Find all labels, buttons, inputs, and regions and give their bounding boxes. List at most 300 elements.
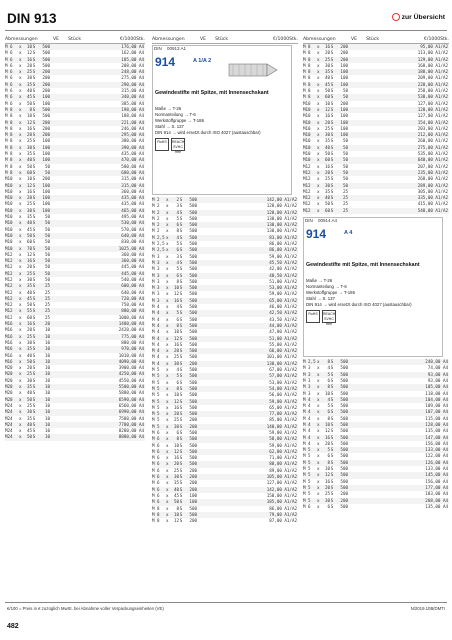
price-cell: 168,00 A1/A2 (417, 62, 448, 68)
unit-cell: S (330, 132, 334, 138)
unit-cell: S (330, 447, 334, 453)
size-cell: M16 (5, 333, 13, 339)
size-cell: M 6 (303, 503, 311, 509)
price-cell: 86,00 A1/A2 (269, 241, 297, 247)
pieces-cell: 100 (42, 157, 50, 163)
pieces-cell: 100 (189, 499, 197, 505)
unit-cell: S (32, 75, 36, 81)
price-cell: 101,00 A1/A2 (266, 354, 297, 360)
price-cell: 107,00 A4 (425, 409, 448, 415)
price-cell: 59,00 A1/A2 (269, 253, 297, 259)
pieces-cell: 100 (340, 125, 348, 131)
length-cell: 50 (26, 396, 32, 402)
pieces-cell: 500 (340, 478, 348, 484)
x-cell: x (166, 253, 169, 259)
pieces-cell: 200 (340, 44, 348, 49)
x-cell: x (317, 466, 320, 472)
price-cell: 248,00 A4 (121, 69, 144, 75)
unit-cell: S (330, 365, 334, 371)
size-cell: M 5 (303, 447, 311, 453)
spec-line: Maße → T-26 (306, 278, 333, 284)
x-cell: x (166, 209, 169, 215)
price-cell: 970,00 A4 (121, 346, 144, 352)
price-cell: 128,00 A4 (425, 421, 448, 427)
price-cell: 162,00 A4 (121, 50, 144, 56)
unit-cell: S (330, 409, 334, 415)
pieces-cell: 500 (189, 234, 197, 240)
unit-cell: S (179, 448, 183, 454)
pieces-cell: 10 (44, 421, 50, 427)
pieces-cell: 200 (42, 69, 50, 75)
length-cell: 6 (176, 222, 179, 228)
pieces-cell: 100 (42, 195, 50, 201)
size-cell: M 6 (152, 480, 160, 486)
unit-cell: S (179, 367, 183, 373)
pieces-cell: 10 (44, 409, 50, 415)
size-cell: M 8 (303, 88, 311, 94)
price-cell: 156,00 A4 (425, 440, 448, 446)
length-cell: 20 (26, 132, 32, 138)
spacer (197, 518, 211, 524)
size-cell: M10 (303, 157, 311, 163)
unit-cell: S (32, 308, 36, 314)
x-cell: x (166, 228, 169, 234)
pieces-cell: 500 (340, 440, 348, 446)
price-cell: 53,00 A1/A2 (269, 379, 297, 385)
rohs-badge: RoHS (306, 310, 320, 323)
pieces-cell: 100 (42, 138, 50, 144)
price-cell: 548,00 A1/A2 (417, 207, 448, 213)
unit-cell: S (179, 335, 183, 341)
unit-cell: S (32, 402, 36, 408)
length-cell: 40 (324, 195, 330, 201)
price-cell: 208,00 A4 (425, 497, 448, 503)
pieces-cell: 25 (342, 188, 348, 194)
length-cell: 30 (324, 132, 330, 138)
size-cell: M 8 (303, 69, 311, 75)
length-cell: 40 (173, 486, 179, 492)
price-cell: 275,00 A4 (121, 75, 144, 81)
length-cell: 5 (176, 215, 179, 221)
length-cell: 16 (26, 125, 32, 131)
price-cell: 530,00 A4 (121, 220, 144, 226)
pieces-cell: 50 (342, 169, 348, 175)
price-cell: 150,00 A1/A2 (266, 492, 297, 498)
price-cell: 7580,00 A4 (118, 415, 144, 421)
x-cell: x (317, 132, 320, 138)
unit-cell: S (179, 518, 183, 524)
size-cell: M 5 (152, 385, 160, 391)
unit-cell: S (330, 100, 334, 106)
price-cell: 880,00 A4 (121, 339, 144, 345)
pieces-cell: 50 (44, 258, 50, 264)
product-card-a1a2 (152, 45, 292, 195)
unit-cell: S (330, 69, 334, 75)
x-cell: x (166, 310, 169, 316)
x-cell: x (19, 182, 22, 188)
unit-cell: S (179, 329, 183, 335)
x-cell: x (317, 384, 320, 390)
x-cell: x (166, 404, 169, 410)
logo-icon (392, 13, 400, 21)
unit-cell: S (32, 44, 36, 49)
length-cell: 8 (176, 505, 179, 511)
length-cell: 50 (173, 499, 179, 505)
footer-divider (5, 602, 447, 603)
pieces-cell: 25 (44, 289, 50, 295)
x-cell: x (19, 377, 22, 383)
length-cell: 35 (26, 214, 32, 220)
length-cell: 20 (26, 62, 32, 68)
length-cell: 20 (173, 348, 179, 354)
length-cell: 35 (324, 69, 330, 75)
price-cell: 435,00 A4 (121, 151, 144, 157)
size-cell: M 2 (152, 209, 160, 215)
price-cell: 1000,00 A4 (118, 314, 144, 320)
unit-cell: S (330, 371, 334, 377)
price-cell: 177,00 A4 (425, 484, 448, 490)
unit-cell: S (330, 491, 334, 497)
size-cell: M 3 (152, 266, 160, 272)
pieces-cell: 100 (340, 81, 348, 87)
pieces-cell: 25 (342, 207, 348, 213)
size-cell: M 8 (5, 125, 13, 131)
length-cell: 50 (26, 358, 32, 364)
price-cell: 93,00 A4 (427, 377, 448, 383)
size-cell: M12 (5, 289, 13, 295)
price-cell: 315,00 A4 (121, 88, 144, 94)
x-cell: x (19, 75, 22, 81)
price-cell: 55,00 A1/A2 (269, 341, 297, 347)
size-cell: M 4 (303, 403, 311, 409)
unit-cell: S (179, 379, 183, 385)
unit-cell: S (330, 94, 334, 100)
price-cell: 640,00 A4 (121, 232, 144, 238)
price-cell: 8280,00 A4 (118, 428, 144, 434)
x-cell: x (317, 169, 320, 175)
length-cell: 50 (324, 88, 330, 94)
unit-cell: S (179, 316, 183, 322)
pieces-cell: 10 (44, 371, 50, 377)
x-cell: x (19, 390, 22, 396)
length-cell: 16 (26, 258, 32, 264)
size-cell: M16 (5, 352, 13, 358)
x-cell: x (19, 295, 22, 301)
pieces-cell: 200 (189, 486, 197, 492)
pieces-cell: 200 (42, 81, 50, 87)
length-cell: 12 (173, 398, 179, 404)
header-ve: VE (199, 37, 206, 42)
unit-cell: S (179, 247, 183, 253)
unit-cell: S (330, 50, 334, 56)
x-cell: x (19, 220, 22, 226)
price-cell: 59,00 A1/A2 (269, 442, 297, 448)
x-cell: x (19, 409, 22, 415)
price-cell: 93,00 A4 (427, 371, 448, 377)
size-cell: M10 (303, 106, 311, 112)
length-cell: 30 (26, 75, 32, 81)
pieces-cell: 500 (42, 50, 50, 56)
price-cell: 65,00 A1/A2 (269, 297, 297, 303)
pieces-cell: 500 (340, 359, 348, 365)
unit-cell: S (179, 492, 183, 498)
length-cell: 12 (173, 291, 179, 297)
pieces-cell: 500 (189, 297, 197, 303)
x-cell: x (317, 453, 320, 459)
reach-badge: REACH SVHC free (172, 140, 185, 154)
size-cell: M 2 (152, 222, 160, 228)
x-cell: x (317, 415, 320, 421)
unit-cell: S (179, 442, 183, 448)
unit-cell: S (32, 201, 36, 207)
length-cell: 16 (324, 113, 330, 119)
pieces-cell: 200 (189, 518, 197, 524)
price-cell: 127,00 A1/A2 (417, 113, 448, 119)
size-cell: M 4 (152, 354, 160, 360)
overview-link[interactable] (392, 13, 445, 21)
unit-cell: S (179, 203, 183, 209)
spec-line: Normanteilung → T-6 (306, 284, 347, 290)
pieces-cell: 200 (189, 467, 197, 473)
x-cell: x (166, 266, 169, 272)
length-cell: 12 (173, 448, 179, 454)
length-cell: 60 (26, 239, 32, 245)
x-cell: x (19, 214, 22, 220)
pieces-cell: 10 (44, 402, 50, 408)
pieces-cell: 25 (44, 302, 50, 308)
price-cell: 128,00 A1/A2 (266, 209, 297, 215)
pieces-cell: 100 (42, 182, 50, 188)
size-cell: M10 (5, 232, 13, 238)
size-cell: M 8 (5, 119, 13, 125)
pieces-cell: 10 (44, 384, 50, 390)
pieces-cell: 100 (340, 62, 348, 68)
size-cell: M12 (303, 182, 311, 188)
price-cell: 535,00 A1/A2 (417, 151, 448, 157)
pieces-cell: 25 (44, 283, 50, 289)
pieces-cell: 200 (42, 88, 50, 94)
size-cell: M 3 (303, 365, 311, 371)
x-cell: x (19, 106, 22, 112)
size-cell: M10 (5, 195, 13, 201)
length-cell: 16 (173, 455, 179, 461)
x-cell: x (19, 163, 22, 169)
x-cell: x (19, 333, 22, 339)
size-cell: M10 (5, 226, 13, 232)
x-cell: x (317, 62, 320, 68)
price-cell: 315,00 A4 (121, 182, 144, 188)
pieces-cell: 500 (42, 56, 50, 62)
unit-cell: S (179, 455, 183, 461)
unit-cell: S (32, 138, 36, 144)
price-cell: 79,00 A1/A2 (269, 511, 297, 517)
length-cell: 5 (176, 266, 179, 272)
size-cell: M16 (5, 358, 13, 364)
size-cell: M20 (5, 371, 13, 377)
x-cell: x (166, 511, 169, 517)
x-cell: x (166, 499, 169, 505)
unit-cell: S (32, 371, 36, 377)
unit-cell: S (32, 434, 36, 440)
unit-cell: S (330, 169, 334, 175)
price-cell: 360,00 A4 (121, 258, 144, 264)
size-cell: M 5 (152, 404, 160, 410)
unit-cell: S (330, 201, 334, 207)
size-cell: M 6 (5, 75, 13, 81)
size-cell: M 3 (152, 278, 160, 284)
x-cell: x (19, 434, 22, 440)
price-cell: 183,00 A4 (425, 491, 448, 497)
unit-cell: S (179, 354, 183, 360)
price-cell: 42,00 A1/A2 (269, 266, 297, 272)
x-cell: x (19, 94, 22, 100)
pieces-cell: 10 (44, 346, 50, 352)
price-cell: 720,00 A4 (121, 295, 144, 301)
length-cell: 4 (176, 259, 179, 265)
unit-cell: S (330, 484, 334, 490)
x-cell: x (166, 480, 169, 486)
pieces-cell: 500 (189, 291, 197, 297)
pieces-cell: 50 (44, 226, 50, 232)
size-cell: M12 (5, 283, 13, 289)
unit-cell: S (32, 182, 36, 188)
price-cell: 390,00 A4 (121, 144, 144, 150)
size-cell: M 5 (152, 392, 160, 398)
price-cell: 176,00 A4 (121, 44, 144, 49)
length-cell: 70 (26, 245, 32, 251)
x-cell: x (19, 283, 22, 289)
length-cell: 50 (26, 100, 32, 106)
x-cell: x (19, 402, 22, 408)
x-cell: x (19, 157, 22, 163)
x-cell: x (19, 396, 22, 402)
x-cell: x (19, 276, 22, 282)
size-cell: M 2,5 (152, 247, 165, 253)
x-cell: x (317, 56, 320, 62)
size-cell: M 8 (303, 94, 311, 100)
x-cell: x (166, 297, 169, 303)
unit-cell: S (179, 411, 183, 417)
pieces-cell: 500 (189, 285, 197, 291)
x-cell: x (166, 316, 169, 322)
unit-cell: S (179, 285, 183, 291)
length-cell: 10 (173, 285, 179, 291)
price-cell: 470,00 A4 (121, 157, 144, 163)
x-cell: x (19, 81, 22, 87)
price-cell: 145,00 A4 (425, 472, 448, 478)
unit-cell: S (179, 234, 183, 240)
length-cell: 10 (26, 176, 32, 182)
pieces-cell: 20 (44, 321, 50, 327)
x-cell: x (19, 207, 22, 213)
pieces-cell: 500 (189, 322, 197, 328)
length-cell: 50 (324, 201, 330, 207)
unit-cell: S (32, 251, 36, 257)
price-cell: 51,00 A1/A2 (269, 335, 297, 341)
x-cell: x (19, 251, 22, 257)
length-cell: 10 (324, 100, 330, 106)
size-cell: M 4 (303, 434, 311, 440)
length-cell: 20 (324, 119, 330, 125)
x-cell: x (19, 371, 22, 377)
unit-cell: S (179, 272, 183, 278)
length-cell: 20 (26, 327, 32, 333)
size-cell: M 2 (152, 228, 160, 234)
length-cell: 5 (327, 403, 330, 409)
length-cell: 10 (26, 113, 32, 119)
pieces-cell: 50 (44, 232, 50, 238)
size-cell: M10 (303, 138, 311, 144)
price-cell: 129,00 A1/A2 (417, 56, 448, 62)
price-cell: 880,00 A4 (121, 308, 144, 314)
unit-cell: S (32, 88, 36, 94)
price-cell: 1480,00 A4 (118, 321, 144, 327)
table-row (303, 504, 449, 510)
length-cell: 35 (324, 138, 330, 144)
length-cell: 12 (324, 472, 330, 478)
header-ve: VE (350, 37, 357, 42)
pieces-cell: 500 (189, 228, 197, 234)
x-cell: x (19, 125, 22, 131)
pieces-cell: 100 (340, 69, 348, 75)
size-cell: M 4 (152, 360, 160, 366)
price-table-3 (303, 44, 449, 214)
x-cell: x (19, 169, 22, 175)
x-cell: x (19, 132, 22, 138)
length-cell: 16 (26, 321, 32, 327)
din-label: DIN (154, 46, 162, 51)
size-cell: M 5 (152, 373, 160, 379)
unit-cell: S (32, 327, 36, 333)
length-cell: 20 (173, 411, 179, 417)
length-cell: 20 (324, 169, 330, 175)
pieces-cell: 500 (340, 390, 348, 396)
pieces-cell: 50 (342, 94, 348, 100)
pieces-cell: 500 (340, 409, 348, 415)
x-cell: x (19, 62, 22, 68)
price-table-4 (303, 359, 449, 510)
x-cell: x (19, 346, 22, 352)
x-cell: x (166, 486, 169, 492)
price-cell: 58,00 A1/A2 (269, 436, 297, 442)
x-cell: x (19, 138, 22, 144)
price-cell: 87,00 A1/A2 (269, 518, 297, 524)
length-cell: 6 (327, 377, 330, 383)
length-cell: 12 (26, 182, 32, 188)
pieces-cell: 500 (189, 259, 197, 265)
unit-cell: S (32, 232, 36, 238)
unit-cell: S (330, 503, 334, 509)
size-cell: M 4 (152, 329, 160, 335)
x-cell: x (166, 354, 169, 360)
price-cell: 445,00 A4 (121, 270, 144, 276)
unit-cell: S (179, 398, 183, 404)
pieces-cell: 500 (340, 434, 348, 440)
unit-cell: S (32, 283, 36, 289)
pieces-cell: 200 (189, 474, 197, 480)
pieces-cell: 500 (189, 341, 197, 347)
price-cell: 126,00 A4 (425, 459, 448, 465)
size-cell: M 6 (5, 94, 13, 100)
size-cell: M 8 (5, 106, 13, 112)
unit-cell: S (179, 392, 183, 398)
header-divider (5, 30, 447, 31)
size-cell: M10 (5, 207, 13, 213)
x-cell: x (166, 285, 169, 291)
size-cell: M24 (5, 428, 13, 434)
length-cell: 8 (29, 106, 32, 112)
length-cell: 30 (173, 360, 179, 366)
